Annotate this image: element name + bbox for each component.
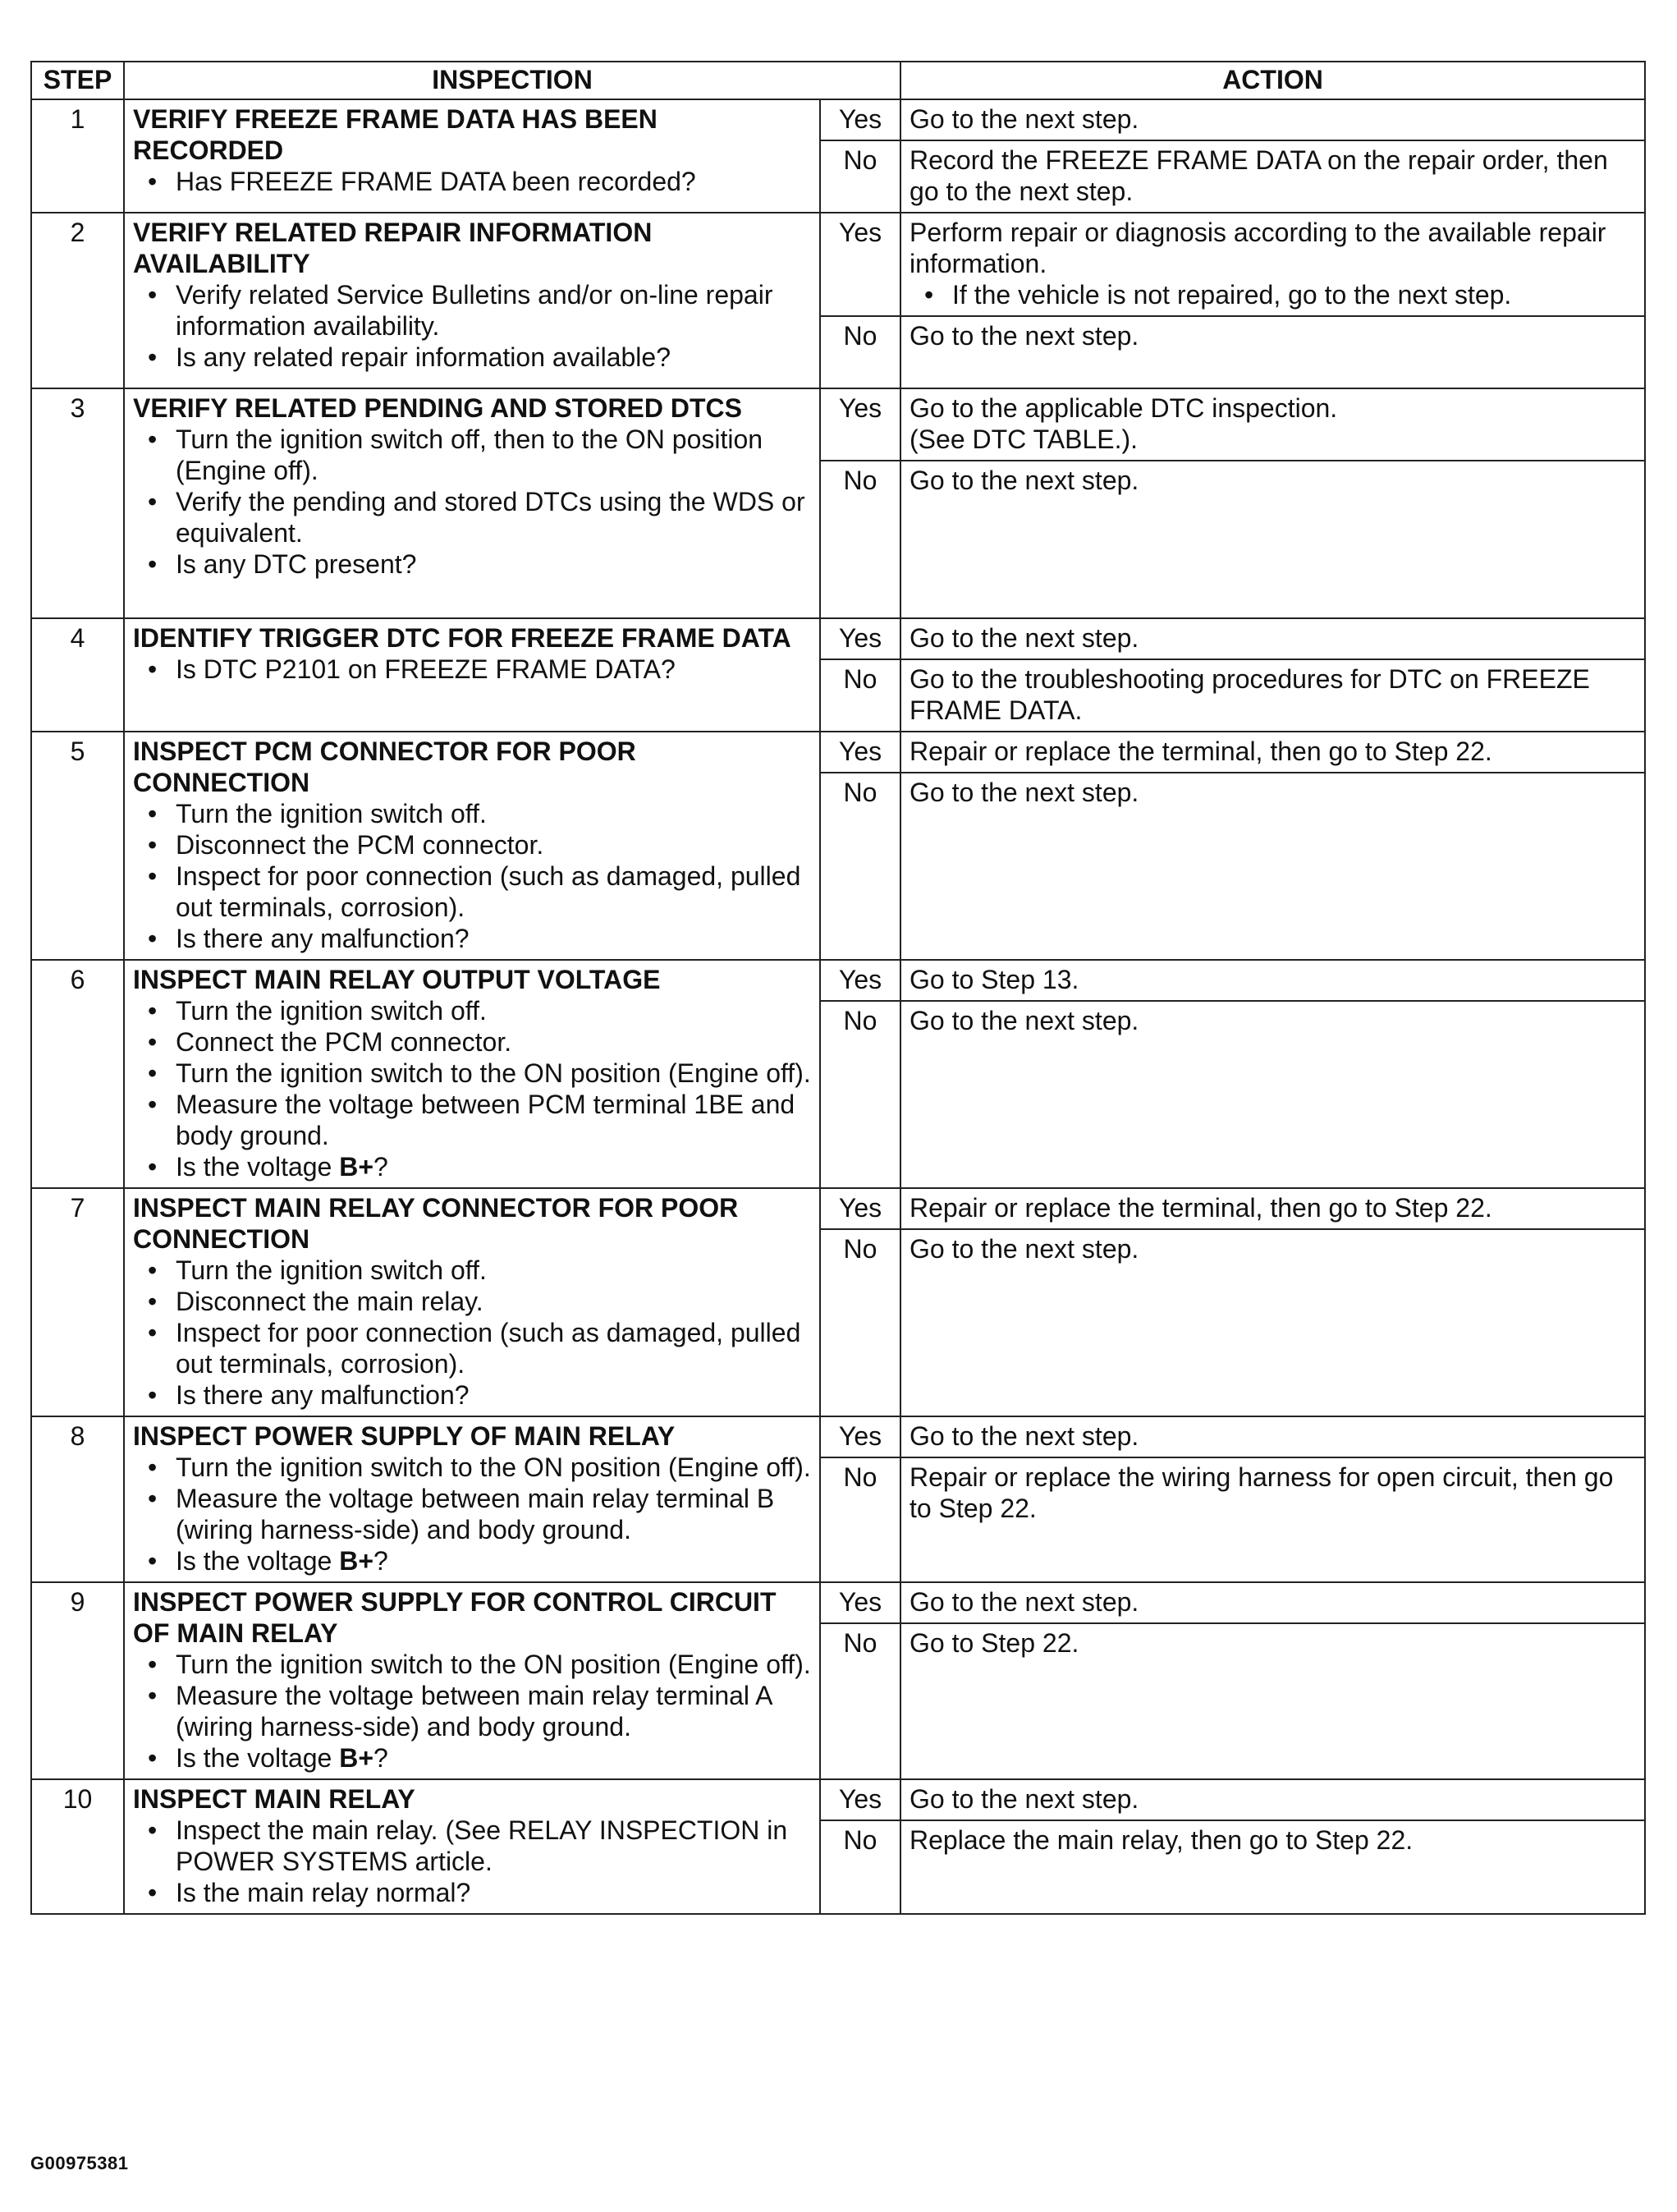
yes-action: Go to the next step. <box>900 1582 1645 1623</box>
no-action: Go to the next step. <box>900 773 1645 960</box>
inspection-item <box>176 1545 811 1576</box>
inspection-item: • Turn the ignition switch to the ON position (Engine off). <box>176 1058 811 1089</box>
yes-label: Yes <box>820 213 900 316</box>
no-label: No <box>820 1001 900 1188</box>
figure-id: G00975381 <box>30 2153 129 2173</box>
step-number: 6 <box>31 960 124 1188</box>
yes-action: Go to the applicable DTC inspection. <box>910 393 1338 423</box>
inspection-item <box>176 1151 811 1182</box>
inspection-item: • Connect the PCM connector. <box>176 1026 811 1058</box>
yes-label: Yes <box>820 99 900 140</box>
inspection-cell <box>124 1582 820 1779</box>
diagnostic-table <box>30 61 1646 1915</box>
header-step: STEP <box>31 62 124 99</box>
table-row <box>31 732 1645 773</box>
step-number: 4 <box>31 618 124 732</box>
no-label: No <box>820 1820 900 1914</box>
yes-label: Yes <box>820 1582 900 1623</box>
yes-label: Yes <box>820 1416 900 1457</box>
inspection-list <box>133 1255 811 1411</box>
inspection-item: • Measure the voltage between PCM terminal 1BE and body ground. <box>176 1089 811 1151</box>
inspection-cell <box>124 1779 820 1914</box>
no-action: Go to the next step. <box>900 316 1645 388</box>
yes-action: Go to Step 13. <box>900 960 1645 1001</box>
table-row <box>31 618 1645 659</box>
no-action: Replace the main relay, then go to Step 22. <box>900 1820 1645 1914</box>
action-subitem: • If the vehicle is not repaired, go to the next step. <box>952 279 1636 310</box>
no-action: Go to the next step. <box>900 461 1645 618</box>
yes-action-reference: (See DTC TABLE.). <box>910 425 1139 454</box>
inspection-item: • Turn the ignition switch off. <box>176 1255 811 1286</box>
table-row <box>31 213 1645 316</box>
no-label: No <box>820 461 900 618</box>
no-action: Go to the troubleshooting procedures for DTC on FREEZE FRAME DATA. <box>900 659 1645 732</box>
yes-action-cell <box>900 213 1645 316</box>
table-row <box>31 1779 1645 1820</box>
step-title: INSPECT POWER SUPPLY OF MAIN RELAY <box>133 1421 676 1451</box>
table-row <box>31 388 1645 461</box>
question-mark: ? <box>373 1743 388 1773</box>
header-action: ACTION <box>900 62 1645 99</box>
inspection-cell <box>124 1416 820 1582</box>
inspection-cell <box>124 213 820 388</box>
inspection-list <box>133 654 811 685</box>
step-number: 9 <box>31 1582 124 1779</box>
step-number: 1 <box>31 99 124 213</box>
inspection-cell <box>124 960 820 1188</box>
yes-label: Yes <box>820 960 900 1001</box>
inspection-item: • Is any DTC present? <box>176 548 811 580</box>
step-number: 10 <box>31 1779 124 1914</box>
no-action: Repair or replace the wiring harness for open circuit, then go to Step 22. <box>900 1457 1645 1582</box>
step-title: INSPECT MAIN RELAY OUTPUT VOLTAGE <box>133 965 661 994</box>
inspection-item: • Verify related Service Bulletins and/or on-line repair information availability. <box>176 279 811 342</box>
inspection-list <box>133 1649 811 1774</box>
inspection-list <box>133 995 811 1182</box>
no-label: No <box>820 1623 900 1779</box>
inspection-item: • Disconnect the main relay. <box>176 1286 811 1317</box>
inspection-cell <box>124 1188 820 1416</box>
step-title: INSPECT POWER SUPPLY FOR CONTROL CIRCUIT OF MAIN RELAY <box>133 1587 777 1648</box>
inspection-item: • Turn the ignition switch to the ON position (Engine off). <box>176 1649 811 1680</box>
question-text: Is the voltage <box>176 1546 340 1576</box>
inspection-item: • Is DTC P2101 on FREEZE FRAME DATA? <box>176 654 811 685</box>
inspection-item: • Inspect for poor connection (such as damaged, pulled out terminals, corrosion). <box>176 1317 811 1379</box>
table-row <box>31 99 1645 140</box>
yes-action: Go to the next step. <box>900 1416 1645 1457</box>
step-title: INSPECT MAIN RELAY <box>133 1784 415 1814</box>
table-row <box>31 1582 1645 1623</box>
inspection-item: • Turn the ignition switch off. <box>176 995 811 1026</box>
inspection-item: • Turn the ignition switch off. <box>176 798 811 829</box>
step-number: 7 <box>31 1188 124 1416</box>
inspection-item: • Verify the pending and stored DTCs using the WDS or equivalent. <box>176 486 811 548</box>
question-mark: ? <box>373 1152 388 1182</box>
yes-action: Perform repair or diagnosis according to the available repair information. <box>910 218 1606 278</box>
step-number: 8 <box>31 1416 124 1582</box>
no-label: No <box>820 1457 900 1582</box>
inspection-list <box>133 424 811 580</box>
inspection-cell <box>124 618 820 732</box>
step-number: 5 <box>31 732 124 960</box>
no-action: Record the FREEZE FRAME DATA on the repair order, then go to the next step. <box>900 140 1645 213</box>
inspection-list <box>133 166 811 197</box>
step-title: VERIFY FREEZE FRAME DATA HAS BEEN RECORDED <box>133 104 658 165</box>
inspection-item: • Is the main relay normal? <box>176 1877 811 1908</box>
table-header-row <box>31 62 1645 99</box>
inspection-item: • Inspect the main relay. (See RELAY INSPECTION in POWER SYSTEMS article. <box>176 1815 811 1877</box>
step-title: INSPECT PCM CONNECTOR FOR POOR CONNECTION <box>133 737 636 797</box>
no-label: No <box>820 659 900 732</box>
no-action: Go to Step 22. <box>900 1623 1645 1779</box>
inspection-item: • Turn the ignition switch to the ON position (Engine off). <box>176 1452 811 1483</box>
yes-label: Yes <box>820 1188 900 1229</box>
yes-action: Repair or replace the terminal, then go to Step 22. <box>900 1188 1645 1229</box>
inspection-item: • Turn the ignition switch off, then to the ON position (Engine off). <box>176 424 811 486</box>
no-label: No <box>820 316 900 388</box>
step-title: INSPECT MAIN RELAY CONNECTOR FOR POOR CONNECTION <box>133 1193 739 1254</box>
yes-label: Yes <box>820 388 900 461</box>
step-title: VERIFY RELATED PENDING AND STORED DTCS <box>133 393 742 423</box>
step-title: IDENTIFY TRIGGER DTC FOR FREEZE FRAME DATA <box>133 623 791 653</box>
table-row <box>31 960 1645 1001</box>
voltage-value: B+ <box>339 1152 374 1182</box>
inspection-list <box>133 1815 811 1908</box>
no-action: Go to the next step. <box>900 1001 1645 1188</box>
action-sublist <box>910 279 1636 310</box>
no-action: Go to the next step. <box>900 1229 1645 1416</box>
inspection-item: • Has FREEZE FRAME DATA been recorded? <box>176 166 811 197</box>
step-number: 3 <box>31 388 124 618</box>
step-number: 2 <box>31 213 124 388</box>
no-label: No <box>820 1229 900 1416</box>
inspection-item: • Is any related repair information available? <box>176 342 811 373</box>
inspection-item: • Is there any malfunction? <box>176 923 811 954</box>
yes-action-cell <box>900 388 1645 461</box>
inspection-list <box>133 279 811 373</box>
yes-action: Repair or replace the terminal, then go to Step 22. <box>900 732 1645 773</box>
table-row <box>31 1416 1645 1457</box>
inspection-list <box>133 1452 811 1576</box>
yes-label: Yes <box>820 1779 900 1820</box>
inspection-item: • Disconnect the PCM connector. <box>176 829 811 860</box>
inspection-item: • Measure the voltage between main relay terminal A (wiring harness-side) and body ground. <box>176 1680 811 1742</box>
yes-action: Go to the next step. <box>900 1779 1645 1820</box>
yes-label: Yes <box>820 618 900 659</box>
question-text: Is the voltage <box>176 1152 340 1182</box>
inspection-item: • Is there any malfunction? <box>176 1379 811 1411</box>
header-inspection: INSPECTION <box>124 62 900 99</box>
inspection-item: • Measure the voltage between main relay terminal B (wiring harness-side) and body ground. <box>176 1483 811 1545</box>
question-mark: ? <box>373 1546 388 1576</box>
inspection-item: • Inspect for poor connection (such as damaged, pulled out terminals, corrosion). <box>176 860 811 923</box>
voltage-value: B+ <box>339 1546 374 1576</box>
inspection-cell <box>124 99 820 213</box>
voltage-value: B+ <box>339 1743 374 1773</box>
yes-action: Go to the next step. <box>900 618 1645 659</box>
question-text: Is the voltage <box>176 1743 340 1773</box>
step-title: VERIFY RELATED REPAIR INFORMATION AVAILABILITY <box>133 218 653 278</box>
table-row <box>31 1188 1645 1229</box>
inspection-cell <box>124 732 820 960</box>
inspection-list <box>133 798 811 954</box>
yes-action: Go to the next step. <box>900 99 1645 140</box>
inspection-item <box>176 1742 811 1774</box>
yes-label: Yes <box>820 732 900 773</box>
no-label: No <box>820 773 900 960</box>
inspection-cell <box>124 388 820 618</box>
no-label: No <box>820 140 900 213</box>
